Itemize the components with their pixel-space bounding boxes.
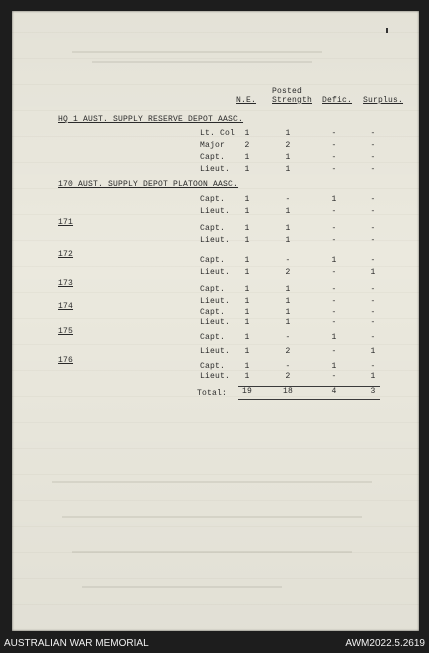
- posted-value: 1: [285, 224, 291, 233]
- posted-value: -: [285, 195, 291, 204]
- defic-value: -: [331, 141, 337, 150]
- header-strength: Strength: [272, 96, 313, 105]
- defic-value: -: [331, 268, 337, 277]
- posted-value: 2: [285, 347, 291, 356]
- surplus-value: 1: [370, 268, 376, 277]
- ne-value: 1: [244, 308, 250, 317]
- surplus-value: -: [370, 195, 376, 204]
- defic-value: -: [331, 153, 337, 162]
- ne-value: 2: [244, 141, 250, 150]
- defic-value: 1: [331, 195, 337, 204]
- surplus-value: -: [370, 256, 376, 265]
- defic-value: -: [331, 165, 337, 174]
- defic-value: -: [331, 372, 337, 381]
- posted-value: 1: [285, 236, 291, 245]
- ne-value: 1: [244, 285, 250, 294]
- ne-value: 1: [244, 129, 250, 138]
- surplus-value: -: [370, 362, 376, 371]
- ne-value: 1: [244, 333, 250, 342]
- ne-value: 1: [244, 165, 250, 174]
- unit-label: 173: [58, 279, 74, 288]
- total-ne: 19: [241, 387, 252, 396]
- header-defic: Defic.: [322, 96, 353, 105]
- total-rule-top: [238, 386, 380, 387]
- faded-text-line: [72, 51, 322, 53]
- surplus-value: -: [370, 141, 376, 150]
- defic-value: -: [331, 308, 337, 317]
- defic-value: -: [331, 236, 337, 245]
- defic-value: -: [331, 207, 337, 216]
- surplus-value: 1: [370, 372, 376, 381]
- surplus-value: -: [370, 285, 376, 294]
- rank-label: Capt.: [200, 195, 226, 204]
- rank-label: Lieut.: [200, 347, 231, 356]
- total-rule-bottom: [238, 399, 380, 400]
- defic-value: 1: [331, 256, 337, 265]
- faded-text-line: [82, 586, 282, 588]
- total-label: Total:: [197, 389, 228, 398]
- posted-value: -: [285, 333, 291, 342]
- header-surplus: Surplus.: [363, 96, 404, 105]
- faded-text-line: [72, 551, 352, 553]
- ne-value: 1: [244, 195, 250, 204]
- defic-value: -: [331, 224, 337, 233]
- posted-value: 1: [285, 153, 291, 162]
- defic-value: -: [331, 297, 337, 306]
- posted-value: 1: [285, 129, 291, 138]
- ne-value: 1: [244, 347, 250, 356]
- total-defic: 4: [331, 387, 337, 396]
- rank-label: Lieut.: [200, 318, 231, 327]
- posted-value: 2: [285, 268, 291, 277]
- rank-label: Capt.: [200, 285, 226, 294]
- faded-text-line: [52, 481, 372, 483]
- posted-value: 1: [285, 207, 291, 216]
- surplus-value: -: [370, 333, 376, 342]
- section-title-170: 170 AUST. SUPPLY DEPOT PLATOON AASC.: [58, 180, 239, 189]
- surplus-value: -: [370, 224, 376, 233]
- rank-label: Capt.: [200, 362, 226, 371]
- rank-label: Capt.: [200, 333, 226, 342]
- surplus-value: -: [370, 318, 376, 327]
- unit-label: 172: [58, 250, 74, 259]
- defic-value: -: [331, 347, 337, 356]
- surplus-value: -: [370, 308, 376, 317]
- defic-value: -: [331, 285, 337, 294]
- defic-value: -: [331, 318, 337, 327]
- faded-text-line: [92, 61, 312, 63]
- posted-value: -: [285, 256, 291, 265]
- posted-value: 2: [285, 141, 291, 150]
- ne-value: 1: [244, 297, 250, 306]
- ne-value: 1: [244, 224, 250, 233]
- ne-value: 1: [244, 318, 250, 327]
- header-ne: N.E.: [236, 96, 257, 105]
- surplus-value: -: [370, 165, 376, 174]
- posted-value: 1: [285, 165, 291, 174]
- ne-value: 1: [244, 256, 250, 265]
- rank-label: Capt.: [200, 256, 226, 265]
- total-posted: 18: [282, 387, 293, 396]
- rank-label: Lieut.: [200, 268, 231, 277]
- rank-label: Lieut.: [200, 207, 231, 216]
- defic-value: 1: [331, 333, 337, 342]
- posted-value: -: [285, 362, 291, 371]
- surplus-value: -: [370, 153, 376, 162]
- defic-value: 1: [331, 362, 337, 371]
- rank-label: Major: [200, 141, 226, 150]
- unit-label: 176: [58, 356, 74, 365]
- footer-reference: AWM2022.5.2619: [345, 638, 425, 649]
- unit-label: 175: [58, 327, 74, 336]
- surplus-value: -: [370, 207, 376, 216]
- footer-institution: AUSTRALIAN WAR MEMORIAL: [4, 638, 149, 649]
- defic-value: -: [331, 129, 337, 138]
- header-posted: Posted: [272, 87, 303, 96]
- ne-value: 1: [244, 236, 250, 245]
- rank-label: Capt.: [200, 224, 226, 233]
- rank-label: Lt. Col: [200, 129, 236, 138]
- ne-value: 1: [244, 362, 250, 371]
- posted-value: 2: [285, 372, 291, 381]
- ne-value: 1: [244, 153, 250, 162]
- surplus-value: -: [370, 236, 376, 245]
- section-title-hq: HQ 1 AUST. SUPPLY RESERVE DEPOT AASC.: [58, 115, 244, 124]
- faded-text-line: [62, 516, 362, 518]
- surplus-value: -: [370, 129, 376, 138]
- posted-value: 1: [285, 285, 291, 294]
- ne-value: 1: [244, 268, 250, 277]
- rank-label: Lieut.: [200, 236, 231, 245]
- surplus-value: 1: [370, 347, 376, 356]
- unit-label: 171: [58, 218, 74, 227]
- posted-value: 1: [285, 318, 291, 327]
- unit-label: 174: [58, 302, 74, 311]
- rank-label: Capt.: [200, 153, 226, 162]
- rank-label: Capt.: [200, 308, 226, 317]
- rank-label: Lieut.: [200, 297, 231, 306]
- punch-hole: [386, 28, 388, 33]
- surplus-value: -: [370, 297, 376, 306]
- posted-value: 1: [285, 297, 291, 306]
- total-surplus: 3: [370, 387, 376, 396]
- ne-value: 1: [244, 372, 250, 381]
- posted-value: 1: [285, 308, 291, 317]
- ne-value: 1: [244, 207, 250, 216]
- rank-label: Lieut.: [200, 165, 231, 174]
- rank-label: Lieut.: [200, 372, 231, 381]
